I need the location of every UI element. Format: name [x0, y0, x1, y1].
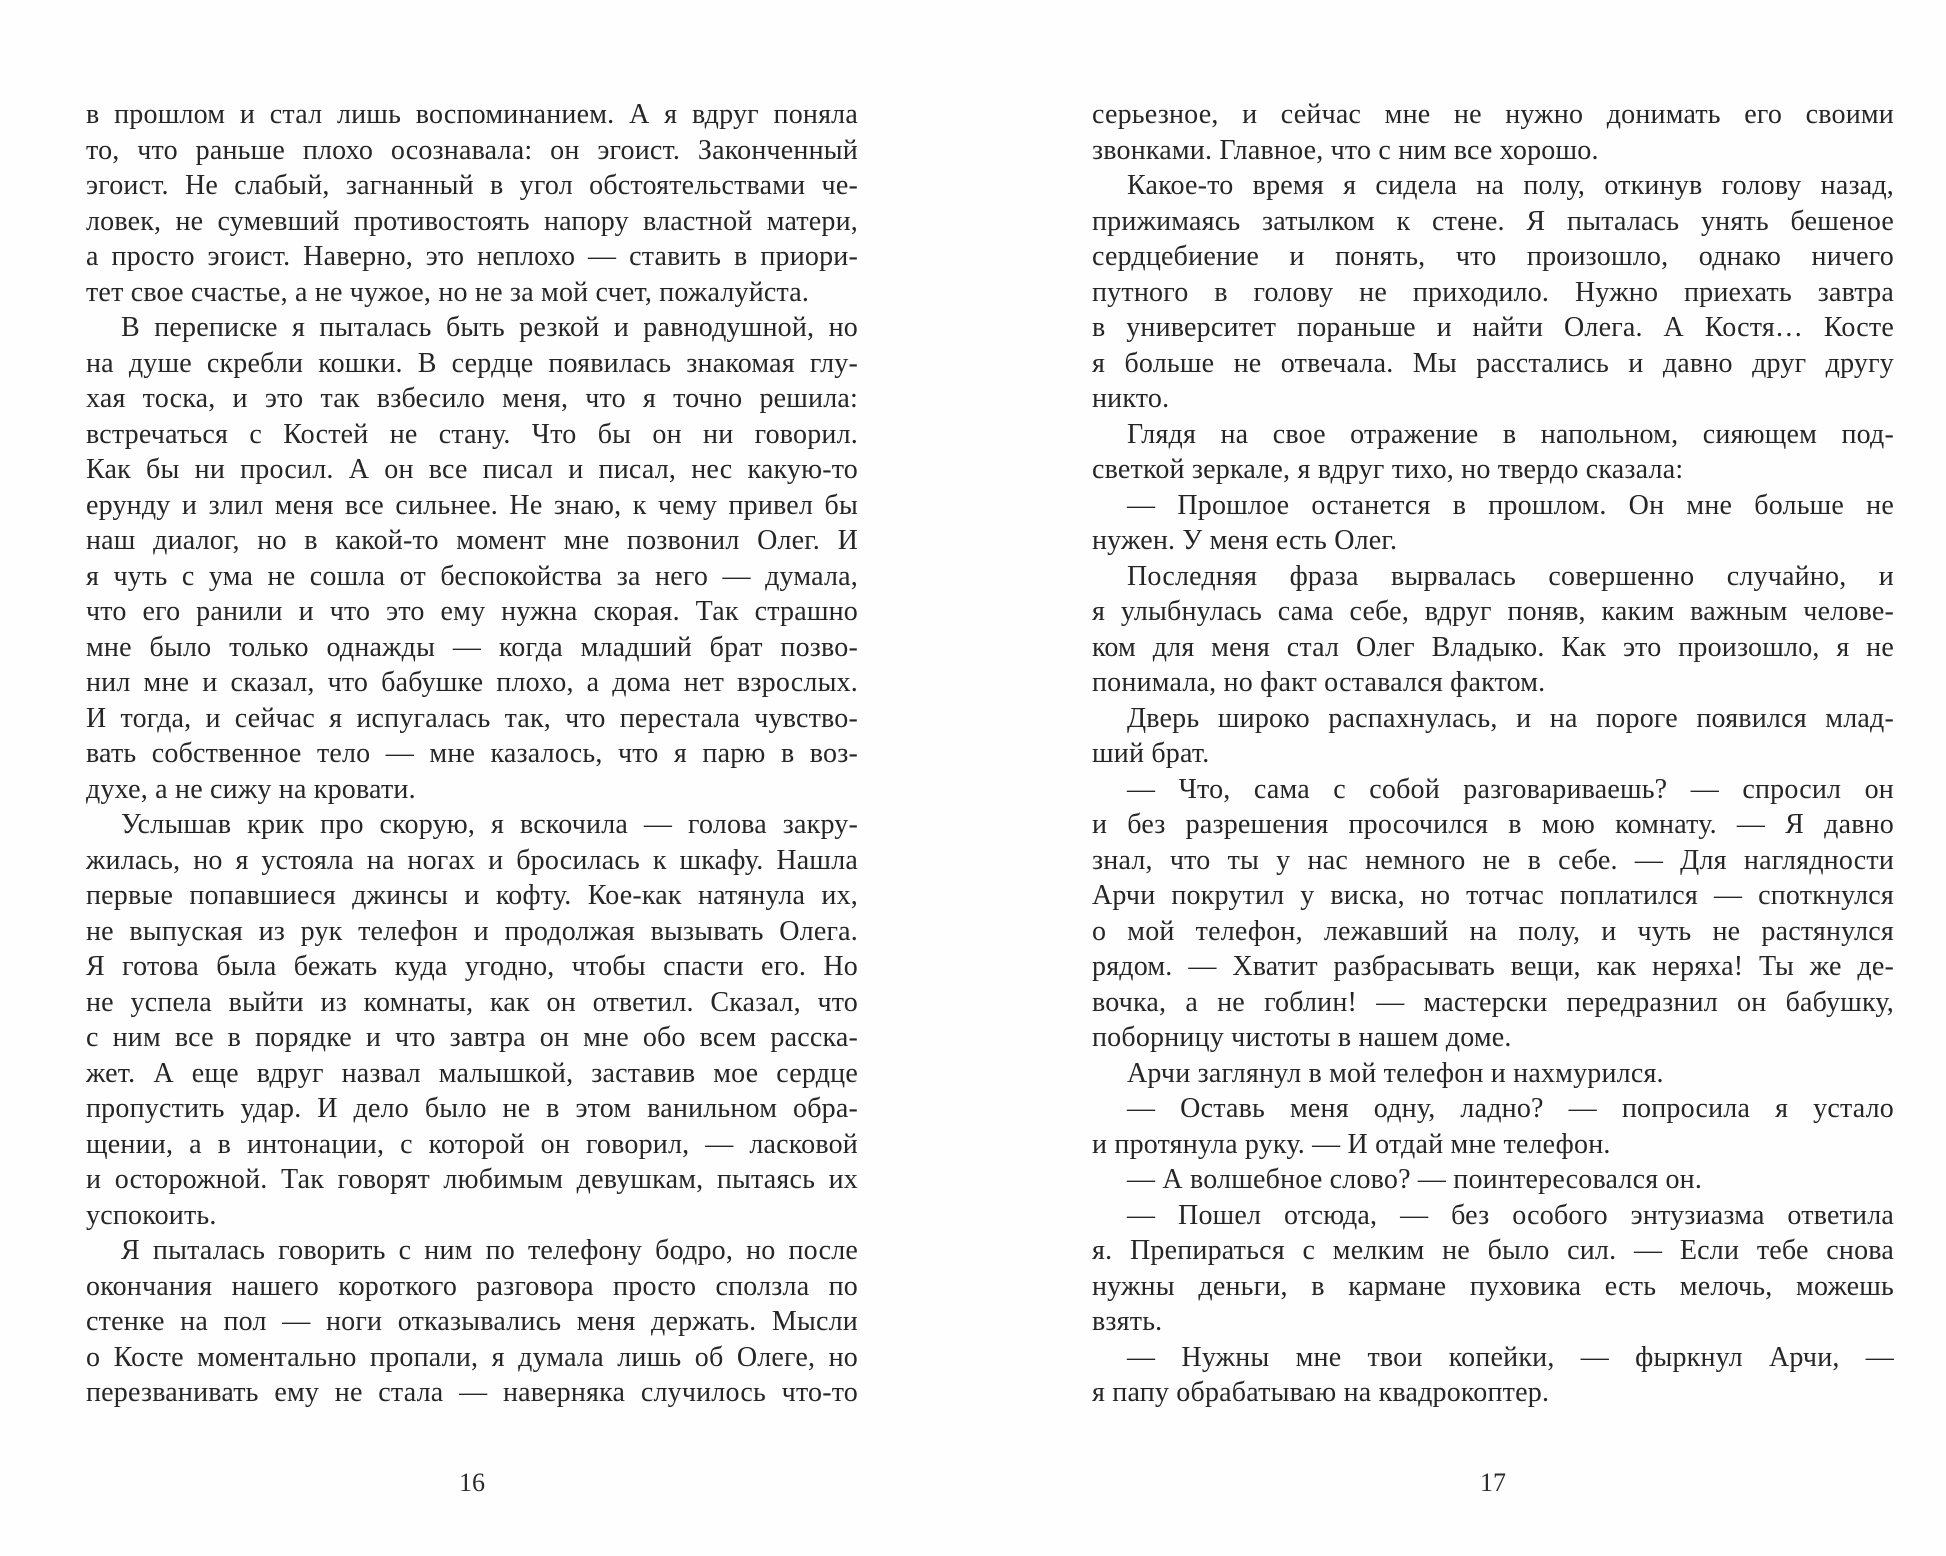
text-line: понимала, но факт оставался фактом.: [1092, 667, 1546, 698]
text-line: ерунду и злил меня все сильнее. Не знаю, к чему привел бы: [86, 489, 858, 521]
text-line: и протянула руку. — И отдай мне телефон.: [1092, 1128, 1611, 1160]
text-line: никто.: [1092, 383, 1170, 414]
text-line: рядом. — Хватит разбрасывать вещи, как неряха! Ты же де-: [1092, 951, 1894, 982]
text-line: Как бы ни просил. А он все писал и писал, нес какую-то: [86, 454, 858, 485]
text-line: — А волшебное слово? — поинтересовался он.: [1127, 1164, 1703, 1195]
text-line: Услышав крик про скорую, я вскочила — голова закру-: [121, 809, 858, 840]
text-line: я. Препираться с мелким не было сил. — Если тебе снова: [1092, 1235, 1894, 1266]
text-line: я чуть с ума не сошла от беспокойства за него — думала,: [86, 560, 858, 592]
text-line: Я готова была бежать куда угодно, чтобы спасти его. Но: [86, 951, 858, 982]
text-line: нужны деньги, в кармане пуховика есть мелочь, можешь: [1092, 1270, 1894, 1302]
right-page-text: [1092, 97, 1894, 1411]
text-line: Последняя фраза вырвалась совершенно случайно, и: [1127, 560, 1894, 592]
text-line: И тогда, и сейчас я испугалась так, что перестала чувство-: [86, 702, 858, 734]
text-line: стенке на пол — ноги отказывались меня держать. Мысли: [86, 1306, 858, 1337]
text-line: эгоист. Не слабый, загнанный в угол обстоятельствами че-: [86, 170, 858, 201]
text-line: серьезное, и сейчас мне не нужно донимать его своими: [1092, 99, 1894, 130]
text-line: — Что, сама с собой разговариваешь? — спросил он: [1127, 773, 1894, 805]
text-line: Дверь широко распахнулась, и на пороге появился млад-: [1127, 702, 1894, 734]
text-line: Какое-то время я сидела на полу, откинув голову назад,: [1127, 170, 1894, 201]
text-line: поборницу чистоты в нашем доме.: [1092, 1022, 1512, 1053]
text-line: вочка, а не гоблин! — мастерски передразнил он бабушку,: [1092, 986, 1894, 1018]
left-page-text: [86, 97, 858, 1411]
text-line: с ним все в порядке и что завтра он мне обо всем расска-: [86, 1022, 858, 1053]
text-line: — Прошлое останется в прошлом. Он мне больше не: [1127, 489, 1894, 521]
text-line: тет свое счастье, а не чужое, но не за мой счет, пожалуйста.: [86, 276, 810, 308]
text-line: жет. А еще вдруг назвал малышкой, заставив мое сердце: [86, 1057, 858, 1089]
text-line: звонками. Главное, что с ним все хорошо.: [1092, 134, 1599, 166]
text-line: а просто эгоист. Наверно, это неплохо — ставить в приори-: [86, 241, 858, 272]
text-line: Я пыталась говорить с ним по телефону бодро, но после: [121, 1235, 858, 1266]
text-line: наш диалог, но в какой-то момент мне позвонил Олег. И: [86, 525, 858, 556]
text-line: ком для меня стал Олег Владыко. Как это произошло, я не: [1092, 631, 1894, 663]
text-line: то, что раньше плохо осознавала: он эгоист. Законченный: [86, 134, 858, 166]
right-page-number: 17: [1480, 1468, 1506, 1497]
text-line: светкой зеркале, я вдруг тихо, но твердо сказала:: [1092, 454, 1684, 485]
text-line: о мой телефон, лежавший на полу, и чуть не растянулся: [1092, 915, 1894, 947]
text-line: окончания нашего короткого разговора просто сползла по: [86, 1270, 858, 1302]
text-line: мне было только однажды — когда младший брат позво-: [86, 631, 858, 663]
text-line: нил мне и сказал, что бабушке плохо, а дома нет взрослых.: [86, 667, 858, 698]
text-line: Глядя на свое отражение в напольном, сияющем под-: [1127, 418, 1894, 450]
text-line: — Оставь меня одну, ладно? — попросила я устало: [1127, 1093, 1894, 1124]
text-line: о Косте моментально пропали, я думала лишь об Олеге, но: [86, 1341, 858, 1373]
text-line: успокоить.: [86, 1199, 217, 1231]
text-line: щении, а в интонации, с которой он говорил, — ласковой: [86, 1128, 858, 1160]
text-line: путного в голову не приходило. Нужно приехать завтра: [1092, 276, 1894, 308]
text-line: в прошлом и стал лишь воспоминанием. А я вдруг поняла: [86, 99, 858, 130]
text-line: прижимаясь затылком к стене. Я пыталась унять бешеное: [1092, 205, 1894, 237]
text-line: пропустить удар. И дело было не в этом ванильном обра-: [86, 1093, 858, 1124]
text-line: вать собственное тело — мне казалось, что я парю в воз-: [86, 738, 858, 769]
text-line: хая тоска, и это так взбесило меня, что я точно решила:: [86, 383, 858, 414]
text-line: встречаться с Костей не стану. Что бы он ни говорил.: [86, 418, 858, 450]
text-line: нужен. У меня есть Олег.: [1092, 525, 1398, 556]
text-line: — Нужны мне твои копейки, — фыркнул Арчи, —: [1127, 1341, 1894, 1373]
text-line: ший брат.: [1092, 738, 1210, 769]
text-line: первые попавшиеся джинсы и кофту. Кое-как натянула их,: [86, 880, 858, 911]
text-line: знал, что ты у нас немного не в себе. — Для наглядности: [1092, 844, 1894, 876]
text-line: Арчи покрутил у виска, но тотчас поплатился — споткнулся: [1092, 880, 1894, 911]
text-line: перезванивать ему не стала — наверняка случилось что-то: [86, 1377, 858, 1408]
text-line: взять.: [1092, 1306, 1163, 1337]
text-line: и без разрешения просочился в мою комнату. — Я давно: [1092, 809, 1894, 840]
text-line: и осторожной. Так говорят любимым девушкам, пытаясь их: [86, 1164, 858, 1195]
text-line: жилась, но я устояла на ногах и бросилась к шкафу. Нашла: [86, 844, 858, 876]
text-line: что его ранили и что это ему нужна скорая. Так страшно: [86, 596, 858, 627]
text-line: я больше не отвечала. Мы расстались и давно друг другу: [1092, 347, 1894, 379]
text-line: — Пошел отсюда, — без особого энтузиазма ответила: [1127, 1199, 1894, 1231]
text-line: в университет пораньше и найти Олега. А Костя… Косте: [1092, 312, 1894, 343]
text-line: я папу обрабатываю на квадрокоптер.: [1092, 1377, 1550, 1408]
text-line: духе, а не сижу на кровати.: [86, 773, 416, 805]
text-line: я улыбнулась сама себе, вдруг поняв, каким важным челове-: [1092, 596, 1894, 627]
text-line: Арчи заглянул в мой телефон и нахмурился.: [1127, 1057, 1664, 1089]
text-line: В переписке я пыталась быть резкой и равнодушной, но: [121, 312, 858, 343]
text-line: не успела выйти из комнаты, как он ответил. Сказал, что: [86, 986, 858, 1018]
text-line: на душе скребли кошки. В сердце появилась знакомая глу-: [86, 347, 858, 379]
text-line: сердцебиение и понять, что произошло, однако ничего: [1092, 241, 1894, 272]
text-line: не выпуская из рук телефон и продолжая вызывать Олега.: [86, 915, 858, 947]
left-page-number: 16: [459, 1468, 485, 1497]
text-line: ловек, не сумевший противостоять напору властной матери,: [86, 205, 858, 237]
